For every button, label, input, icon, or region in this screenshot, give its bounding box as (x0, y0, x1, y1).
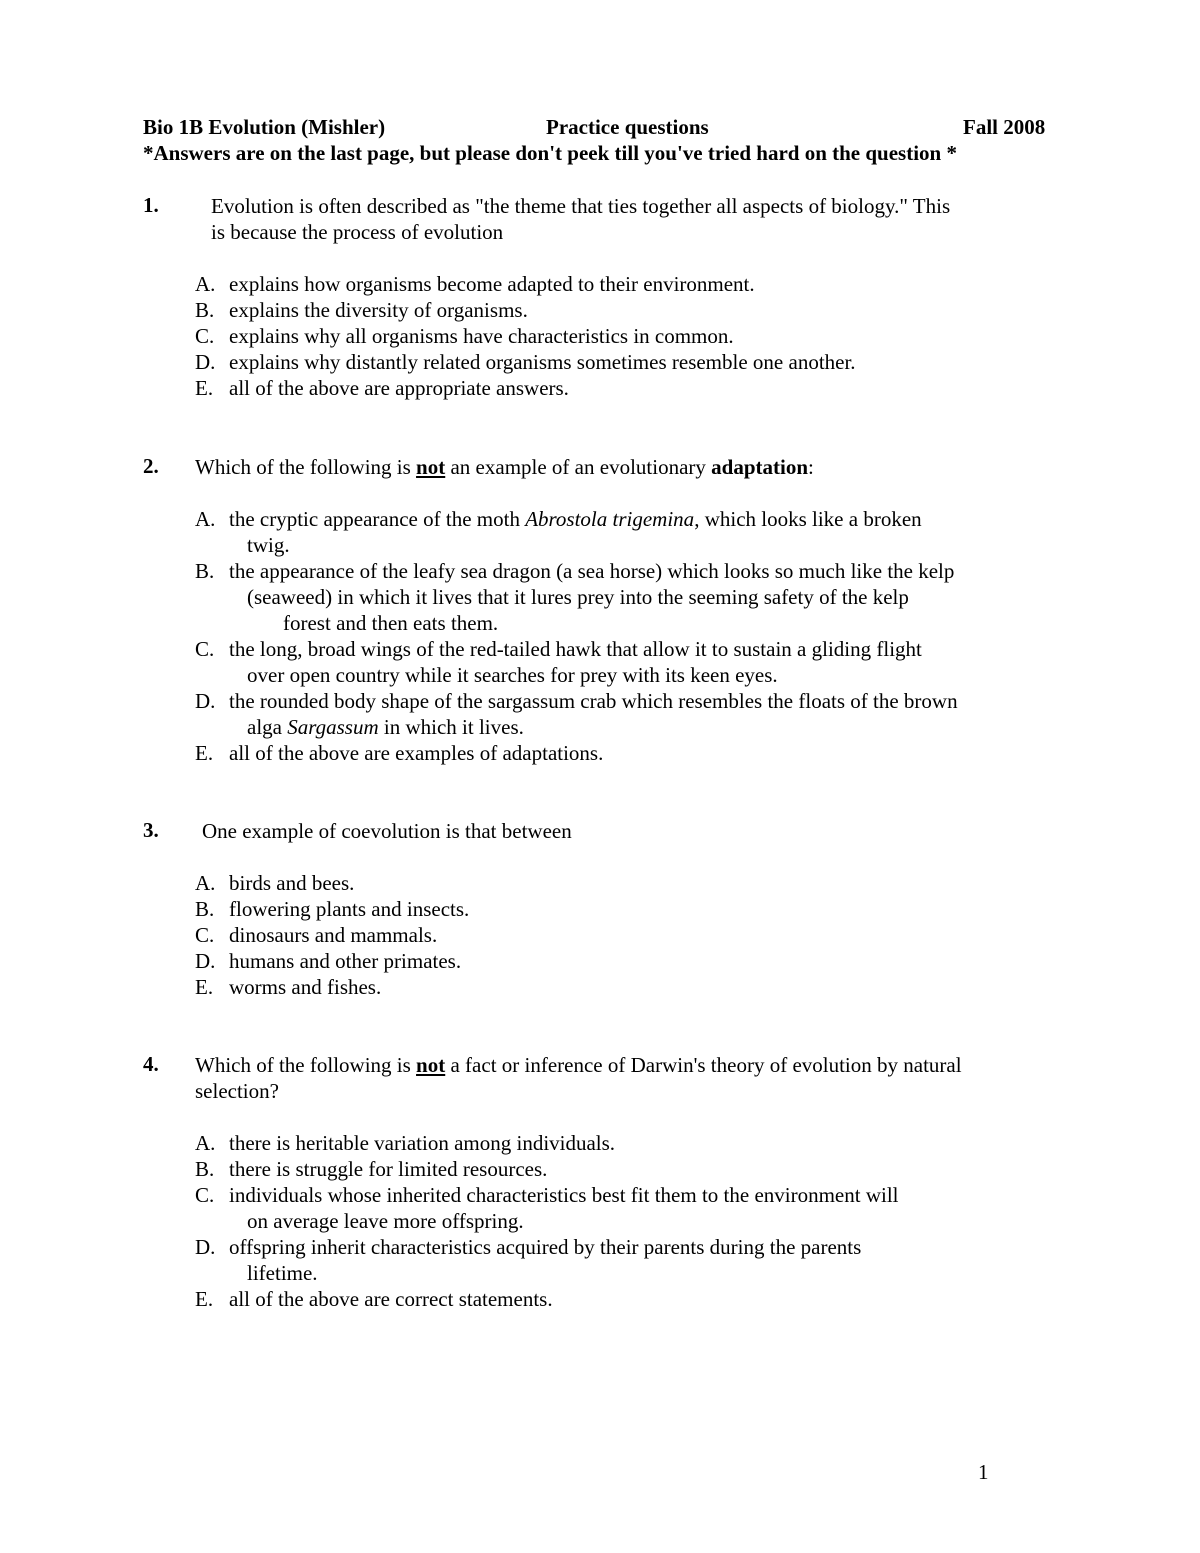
option-letter: D. (195, 689, 216, 713)
option-text (229, 506, 922, 532)
option-letter: B. (195, 559, 215, 583)
question-4-line-1 (195, 1052, 962, 1078)
option-text: birds and bees. (229, 871, 355, 895)
species-name: Abrostola trigemina (525, 507, 695, 531)
option-text: offspring inherit characteristics acquired by their parents during the parents (229, 1235, 862, 1259)
option-letter: C. (195, 1183, 215, 1207)
question-4-text-pre: Which of the following is (195, 1053, 417, 1077)
option-letter: C. (195, 923, 215, 947)
option-text: dinosaurs and mammals. (229, 923, 438, 947)
option-letter: D. (195, 350, 216, 374)
question-2-text-mid: an example of an evolutionary (445, 455, 712, 479)
option-letter: A. (195, 507, 216, 531)
question-4-emphasis: not (416, 1053, 446, 1077)
question-1-number: 1. (143, 193, 159, 217)
genus-name: Sargassum (287, 715, 379, 739)
question-2-text-pre: Which of the following is (195, 455, 417, 479)
option-text: all of the above are correct statements. (229, 1287, 553, 1311)
question-2-text (195, 454, 814, 480)
option-text: the long, broad wings of the red-tailed hawk that allow it to sustain a gliding flight (229, 637, 922, 661)
option-letter: E. (195, 1287, 214, 1311)
option-letter: B. (195, 1157, 215, 1181)
option-text: explains how organisms become adapted to their environment. (229, 272, 755, 296)
option-continuation-post: in which it lives. (378, 715, 524, 739)
question-2-emphasis: not (416, 455, 446, 479)
option-continuation: lifetime. (247, 1261, 318, 1285)
question-4-line-2: selection? (195, 1079, 279, 1103)
option-text: flowering plants and insects. (229, 897, 470, 921)
option-text: explains why distantly related organisms sometimes resemble one another. (229, 350, 856, 374)
question-3-text: One example of coevolution is that between (202, 819, 572, 843)
option-letter: E. (195, 741, 214, 765)
option-text: the rounded body shape of the sargassum crab which resembles the floats of the brown (229, 689, 958, 713)
question-4-number: 4. (143, 1052, 159, 1076)
option-text: explains why all organisms have characteristics in common. (229, 324, 734, 348)
question-2-text-post: : (808, 455, 814, 479)
page-number: 1 (978, 1460, 989, 1484)
option-text-post: , which looks like a broken (694, 507, 922, 531)
option-continuation: over open country while it searches for prey with its keen eyes. (247, 663, 778, 687)
option-letter: A. (195, 272, 216, 296)
option-letter: A. (195, 1131, 216, 1155)
option-letter: D. (195, 949, 216, 973)
option-continuation-pre: alga (247, 715, 288, 739)
option-letter: D. (195, 1235, 216, 1259)
question-1-line-2: is because the process of evolution (211, 220, 504, 244)
question-4-text-post: a fact or inference of Darwin's theory of evolution by natural (445, 1053, 962, 1077)
question-1-text (211, 193, 950, 245)
option-text: individuals whose inherited characteristics best fit them to the environment will (229, 1183, 899, 1207)
option-letter: E. (195, 376, 214, 400)
question-2-number: 2. (143, 454, 159, 478)
course-title: Bio 1B Evolution (Mishler) (143, 115, 386, 139)
option-text: all of the above are examples of adaptations. (229, 741, 604, 765)
option-text: there is heritable variation among individuals. (229, 1131, 616, 1155)
document-title: Practice questions (546, 115, 709, 139)
option-text: worms and fishes. (229, 975, 382, 999)
question-1-line-1: Evolution is often described as "the theme that ties together all aspects of biology." This (211, 194, 951, 218)
option-continuation: twig. (247, 533, 290, 557)
option-text: explains the diversity of organisms. (229, 298, 528, 322)
option-text-pre: the cryptic appearance of the moth (229, 507, 526, 531)
option-letter: E. (195, 975, 214, 999)
option-letter: C. (195, 637, 215, 661)
option-continuation: (seaweed) in which it lives that it lures prey into the seeming safety of the kelp (247, 585, 909, 609)
option-continuation: on average leave more offspring. (247, 1209, 524, 1233)
answers-note: *Answers are on the last page, but please don't peek till you've tried hard on the question * (143, 141, 957, 165)
term-label: Fall 2008 (963, 115, 1046, 139)
option-text: humans and other primates. (229, 949, 462, 973)
option-letter: A. (195, 871, 216, 895)
option-continuation-2: forest and then eats them. (283, 611, 499, 635)
option-continuation (247, 714, 524, 740)
question-4-text (195, 1052, 962, 1104)
option-text: the appearance of the leafy sea dragon (a sea horse) which looks so much like the kelp (229, 559, 955, 583)
option-text: there is struggle for limited resources. (229, 1157, 548, 1181)
option-text: all of the above are appropriate answers. (229, 376, 569, 400)
question-2-keyword: adaptation (711, 455, 808, 479)
option-letter: B. (195, 298, 215, 322)
question-3-number: 3. (143, 818, 159, 842)
option-letter: C. (195, 324, 215, 348)
option-letter: B. (195, 897, 215, 921)
